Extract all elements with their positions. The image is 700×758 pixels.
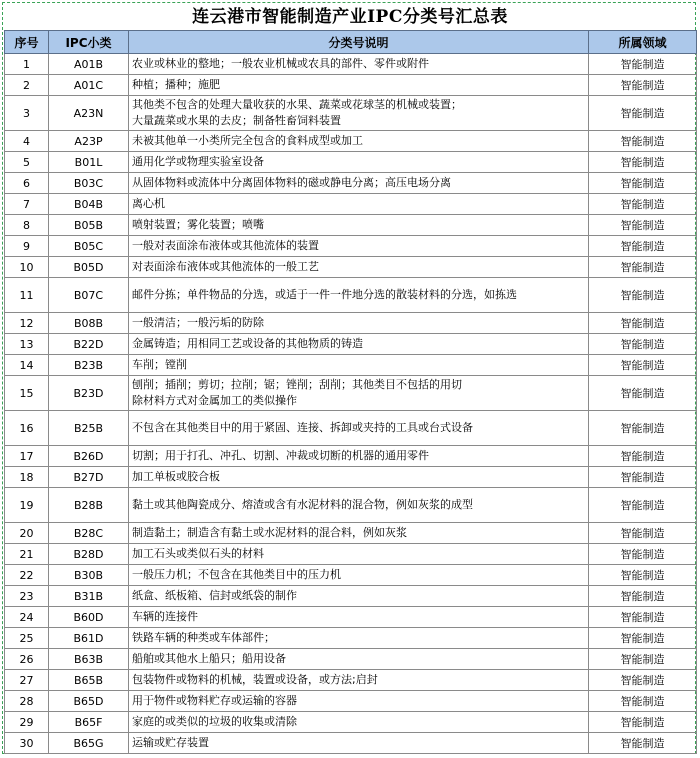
table-row — [5, 355, 697, 376]
table-row — [5, 173, 697, 194]
description-cell — [129, 467, 589, 488]
description-cell — [129, 313, 589, 334]
row-number: 24 — [5, 607, 49, 628]
row-number: 28 — [5, 691, 49, 712]
table-row — [5, 411, 697, 446]
row-number: 20 — [5, 523, 49, 544]
row-number: 30 — [5, 733, 49, 754]
ipc-code: B31B — [49, 586, 129, 607]
row-number: 12 — [5, 313, 49, 334]
ipc-code: B28B — [49, 488, 129, 523]
row-number: 3 — [5, 96, 49, 131]
ipc-code: B26D — [49, 446, 129, 467]
field-cell: 智能制造 — [589, 96, 697, 131]
row-number: 27 — [5, 670, 49, 691]
ipc-code: B23B — [49, 355, 129, 376]
field-cell: 智能制造 — [589, 334, 697, 355]
field-cell: 智能制造 — [589, 467, 697, 488]
description-text: 金属铸造；用相同工艺或设备的其他物质的铸造 — [132, 337, 363, 350]
description-cell — [129, 544, 589, 565]
table-row — [5, 257, 697, 278]
description-cell — [129, 733, 589, 754]
ipc-code: B65F — [49, 712, 129, 733]
row-number: 8 — [5, 215, 49, 236]
row-number: 6 — [5, 173, 49, 194]
table-row — [5, 586, 697, 607]
description-text: 船舶或其他水上船只；船用设备 — [132, 652, 286, 665]
ipc-code: B23D — [49, 376, 129, 411]
field-cell: 智能制造 — [589, 411, 697, 446]
field-cell: 智能制造 — [589, 691, 697, 712]
row-number: 4 — [5, 131, 49, 152]
field-cell: 智能制造 — [589, 607, 697, 628]
ipc-code: B07C — [49, 278, 129, 313]
table-row — [5, 607, 697, 628]
row-number: 13 — [5, 334, 49, 355]
ipc-code: B05B — [49, 215, 129, 236]
description-text: 未被其他单一小类所完全包含的食料成型或加工 — [132, 134, 363, 147]
description-text: 大量蔬菜或水果的去皮；制备牲畜饲料装置 — [132, 114, 341, 127]
ipc-code: B65G — [49, 733, 129, 754]
header-row — [5, 31, 697, 54]
description-cell — [129, 691, 589, 712]
ipc-code: B28D — [49, 544, 129, 565]
table-row — [5, 467, 697, 488]
description-cell — [129, 173, 589, 194]
table-row — [5, 670, 697, 691]
description-text: 运输或贮存装置 — [132, 736, 209, 749]
ipc-code: A23P — [49, 131, 129, 152]
description-text: 从固体物料或流体中分离固体物料的磁或静电分离；高压电场分离 — [132, 176, 451, 189]
field-cell: 智能制造 — [589, 586, 697, 607]
description-cell — [129, 334, 589, 355]
description-text: 农业或林业的整地；一般农业机械或农具的部件、零件或附件 — [132, 57, 429, 70]
table-row — [5, 691, 697, 712]
table-row — [5, 523, 697, 544]
description-cell — [129, 152, 589, 173]
row-number: 9 — [5, 236, 49, 257]
ipc-code: B27D — [49, 467, 129, 488]
field-cell: 智能制造 — [589, 712, 697, 733]
description-cell — [129, 712, 589, 733]
table-row — [5, 278, 697, 313]
ipc-code: B65D — [49, 691, 129, 712]
ipc-code: A01C — [49, 75, 129, 96]
table-row — [5, 565, 697, 586]
row-number: 23 — [5, 586, 49, 607]
ipc-code: B05D — [49, 257, 129, 278]
description-cell — [129, 194, 589, 215]
description-text: 喷射装置；雾化装置；喷嘴 — [132, 218, 264, 231]
description-cell — [129, 446, 589, 467]
row-number: 16 — [5, 411, 49, 446]
row-number: 26 — [5, 649, 49, 670]
table-row — [5, 313, 697, 334]
ipc-code: A01B — [49, 54, 129, 75]
description-cell — [129, 649, 589, 670]
table-row — [5, 544, 697, 565]
description-text: 制造黏土；制造含有黏土或水泥材料的混合料，例如灰浆 — [132, 526, 407, 539]
ipc-code: B60D — [49, 607, 129, 628]
field-cell: 智能制造 — [589, 565, 697, 586]
description-text: 用于物件或物料贮存或运输的容器 — [132, 694, 297, 707]
description-text: 对表面涂布液体或其他流体的一般工艺 — [132, 260, 319, 273]
header-no: 序号 — [5, 31, 49, 54]
row-number: 1 — [5, 54, 49, 75]
description-text: 一般压力机；不包含在其他类目中的压力机 — [132, 568, 341, 581]
field-cell: 智能制造 — [589, 75, 697, 96]
row-number: 2 — [5, 75, 49, 96]
description-cell — [129, 586, 589, 607]
field-cell: 智能制造 — [589, 628, 697, 649]
header-desc: 分类号说明 — [129, 31, 589, 54]
row-number: 7 — [5, 194, 49, 215]
description-text: 车辆的连接件 — [132, 610, 198, 623]
description-text: 车削；镗削 — [132, 358, 187, 371]
ipc-code: B63B — [49, 649, 129, 670]
description-cell — [129, 376, 589, 411]
table-row — [5, 75, 697, 96]
description-cell — [129, 257, 589, 278]
field-cell: 智能制造 — [589, 173, 697, 194]
field-cell: 智能制造 — [589, 215, 697, 236]
ipc-code: B05C — [49, 236, 129, 257]
ipc-code: B01L — [49, 152, 129, 173]
table-row — [5, 152, 697, 173]
row-number: 29 — [5, 712, 49, 733]
description-cell — [129, 54, 589, 75]
field-cell: 智能制造 — [589, 236, 697, 257]
description-text: 刨削；插削；剪切；拉削；锯；锉削；刮削；其他类目不包括的用切 — [132, 378, 462, 391]
ipc-code: B25B — [49, 411, 129, 446]
table-row — [5, 334, 697, 355]
table-row — [5, 215, 697, 236]
row-number: 11 — [5, 278, 49, 313]
ipc-code: B65B — [49, 670, 129, 691]
description-text: 纸盒、纸板箱、信封或纸袋的制作 — [132, 589, 297, 602]
table-row — [5, 54, 697, 75]
field-cell: 智能制造 — [589, 355, 697, 376]
description-cell — [129, 278, 589, 313]
table-row — [5, 194, 697, 215]
description-cell — [129, 607, 589, 628]
ipc-code: A23N — [49, 96, 129, 131]
ipc-code: B22D — [49, 334, 129, 355]
description-cell — [129, 131, 589, 152]
header-field: 所属领域 — [589, 31, 697, 54]
description-text: 一般对表面涂布液体或其他流体的装置 — [132, 239, 319, 252]
description-text: 切割；用于打孔、冲孔、切割、冲裁或切断的机器的通用零件 — [132, 449, 429, 462]
row-number: 19 — [5, 488, 49, 523]
field-cell: 智能制造 — [589, 313, 697, 334]
description-text: 包装物件或物料的机械，装置或设备，或方法;启封 — [132, 673, 378, 686]
field-cell: 智能制造 — [589, 152, 697, 173]
description-text: 种植；播种；施肥 — [132, 78, 220, 91]
description-cell — [129, 75, 589, 96]
field-cell: 智能制造 — [589, 376, 697, 411]
table-row — [5, 712, 697, 733]
table-row — [5, 488, 697, 523]
row-number: 25 — [5, 628, 49, 649]
field-cell: 智能制造 — [589, 257, 697, 278]
description-cell — [129, 670, 589, 691]
field-cell: 智能制造 — [589, 54, 697, 75]
row-number: 18 — [5, 467, 49, 488]
row-number: 5 — [5, 152, 49, 173]
description-text: 一般清洁；一般污垢的防除 — [132, 316, 264, 329]
description-cell — [129, 523, 589, 544]
description-text: 铁路车辆的种类或车体部件； — [132, 631, 275, 644]
ipc-code: B03C — [49, 173, 129, 194]
row-number: 14 — [5, 355, 49, 376]
ipc-table — [4, 30, 697, 754]
table-row — [5, 131, 697, 152]
field-cell: 智能制造 — [589, 733, 697, 754]
ipc-code: B61D — [49, 628, 129, 649]
table-row — [5, 236, 697, 257]
description-text: 不包含在其他类目中的用于紧固、连接、拆卸或夹持的工具或台式设备 — [132, 421, 473, 434]
description-text: 邮件分拣；单件物品的分选，或适于一件一件地分选的散装材料的分选，如拣选 — [132, 288, 517, 301]
table-row — [5, 649, 697, 670]
description-text: 黏土或其他陶瓷成分、熔渣或含有水泥材料的混合物，例如灰浆的成型 — [132, 498, 473, 511]
field-cell: 智能制造 — [589, 488, 697, 523]
ipc-code: B04B — [49, 194, 129, 215]
description-cell — [129, 236, 589, 257]
description-text: 加工石头或类似石头的材料 — [132, 547, 264, 560]
description-text: 加工单板或胶合板 — [132, 470, 220, 483]
description-cell — [129, 628, 589, 649]
field-cell: 智能制造 — [589, 131, 697, 152]
description-text: 通用化学或物理实验室设备 — [132, 155, 264, 168]
row-number: 10 — [5, 257, 49, 278]
description-text: 家庭的或类似的垃圾的收集或清除 — [132, 715, 297, 728]
description-cell — [129, 96, 589, 131]
field-cell: 智能制造 — [589, 670, 697, 691]
table-row — [5, 96, 697, 131]
description-cell — [129, 355, 589, 376]
description-cell — [129, 411, 589, 446]
ipc-code: B30B — [49, 565, 129, 586]
description-cell — [129, 565, 589, 586]
table-row — [5, 376, 697, 411]
row-number: 17 — [5, 446, 49, 467]
field-cell: 智能制造 — [589, 278, 697, 313]
table-row — [5, 628, 697, 649]
table-row — [5, 446, 697, 467]
field-cell: 智能制造 — [589, 649, 697, 670]
field-cell: 智能制造 — [589, 544, 697, 565]
table-row — [5, 733, 697, 754]
description-cell — [129, 215, 589, 236]
field-cell: 智能制造 — [589, 523, 697, 544]
ipc-code: B28C — [49, 523, 129, 544]
field-cell: 智能制造 — [589, 446, 697, 467]
header-ipc: IPC小类 — [49, 31, 129, 54]
description-text: 其他类不包含的处理大量收获的水果、蔬菜或花球茎的机械或装置； — [132, 98, 462, 111]
description-cell — [129, 488, 589, 523]
description-text: 离心机 — [132, 197, 165, 210]
ipc-code: B08B — [49, 313, 129, 334]
row-number: 15 — [5, 376, 49, 411]
row-number: 21 — [5, 544, 49, 565]
page-title: 连云港市智能制造产业IPC分类号汇总表 — [192, 7, 508, 27]
field-cell: 智能制造 — [589, 194, 697, 215]
description-text: 除材料方式对金属加工的类似操作 — [132, 394, 297, 407]
row-number: 22 — [5, 565, 49, 586]
